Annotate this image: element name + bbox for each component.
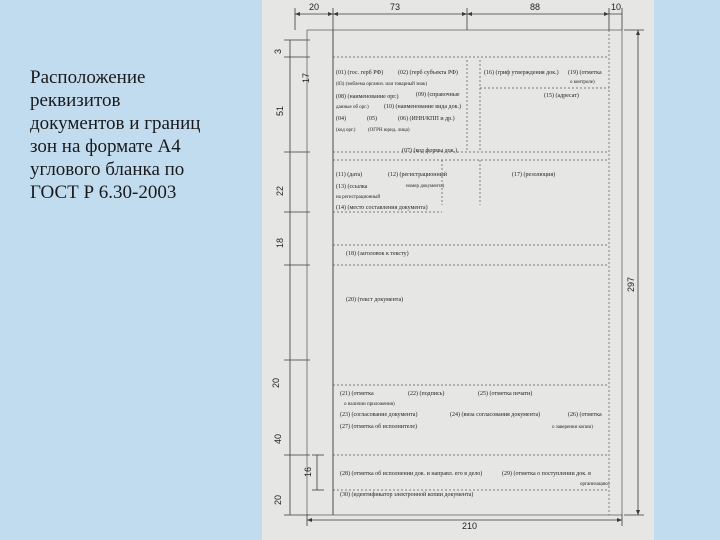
dim-side-20-bottom: 20	[273, 494, 283, 505]
field-15: (15) (адресат)	[544, 93, 579, 99]
caption-line-6: ГОСТ Р 6.30-2003	[30, 182, 177, 203]
field-01: (01) (гос. герб РФ)	[336, 70, 384, 76]
field-27: (27) (отметка об исполнителе)	[340, 424, 418, 430]
field-08: (08) (наименование орг.)	[336, 94, 399, 100]
field-21: (21) (отметка	[340, 391, 374, 397]
field-06-code: (код орг.)	[336, 128, 356, 133]
field-09-cont: данные об орг.)	[336, 105, 369, 110]
field-05: (05)	[367, 116, 377, 122]
field-30: (30) (идентификатор электронной копии документа)	[340, 492, 474, 498]
field-26-cont: о заверении копии)	[552, 425, 593, 430]
caption-line-2: реквизитов	[30, 90, 121, 111]
dim-side-16: 16	[303, 466, 313, 477]
dim-side-22: 22	[275, 185, 285, 196]
slide-caption	[30, 66, 260, 204]
field-22: (22) (подпись)	[408, 391, 445, 397]
field-28: (28) (отметка об исполнении док. и направл. его в дело)	[340, 471, 483, 477]
field-11: (11) (дата)	[336, 172, 363, 178]
field-10: (10) (наименование вида док.)	[384, 104, 461, 110]
field-09: (09) (справочные	[416, 92, 460, 98]
caption-line-5: углового бланка по	[30, 159, 185, 180]
dim-top-88: 88	[530, 2, 541, 12]
field-13-cont: на регистрационный	[336, 195, 381, 200]
field-14: (14) (место составления документа)	[336, 205, 428, 211]
dim-side-18: 18	[275, 237, 285, 248]
field-06: (06) (ИНН/КПП и др.)	[398, 116, 455, 122]
field-19-cont: о контроле)	[570, 80, 595, 85]
dim-width-210: 210	[462, 521, 478, 531]
field-12-cont: номер документа)	[406, 184, 445, 189]
form-scan	[262, 0, 654, 540]
dim-height-297: 297	[626, 276, 636, 292]
field-16: (16) (гриф утверждения док.)	[484, 70, 559, 76]
form-lines	[262, 0, 654, 540]
field-25: (25) (отметка печати)	[478, 391, 533, 397]
caption-line-1: Расположение	[30, 67, 146, 88]
field-29: (29) (отметка о поступлении док. в	[502, 471, 591, 477]
caption-line-3: документов и границ	[30, 113, 201, 134]
dim-side-51: 51	[275, 105, 285, 116]
dim-side-17: 17	[301, 72, 311, 83]
field-04: (04)	[336, 116, 346, 122]
dim-top-20: 20	[309, 2, 320, 12]
field-13: (13) (ссылка	[336, 184, 368, 190]
field-29-cont: организацию)	[580, 482, 610, 487]
field-21-cont: о наличии приложения)	[344, 402, 395, 407]
field-03: (03) (эмблема организ. или товарный знак)	[336, 82, 427, 87]
field-18: (18) (заголовок к тексту)	[346, 251, 409, 257]
field-06-ogrn: (ОГРН юрид. лица)	[368, 128, 410, 133]
dim-side-40: 40	[273, 433, 283, 444]
field-26: (26) (отметка	[568, 412, 602, 418]
field-23: (23) (согласование документа)	[340, 412, 418, 418]
caption-line-4: зон на формате А4	[30, 136, 181, 157]
field-02: (02) (герб субъекта РФ)	[398, 70, 458, 76]
field-20: (20) (текст документа)	[346, 297, 404, 303]
dim-top-10: 10	[611, 2, 622, 12]
field-17: (17) (резолюция)	[512, 172, 556, 178]
field-07: (07) (код формы док.)	[402, 148, 458, 154]
dim-side-3: 3	[273, 48, 283, 54]
dim-side-20: 20	[271, 377, 281, 388]
field-19: (19) (отметка	[568, 70, 602, 76]
field-24: (24) (виза согласования документа)	[450, 412, 541, 418]
field-12: (12) (регистрационный	[388, 172, 447, 178]
dim-top-73: 73	[390, 2, 401, 12]
